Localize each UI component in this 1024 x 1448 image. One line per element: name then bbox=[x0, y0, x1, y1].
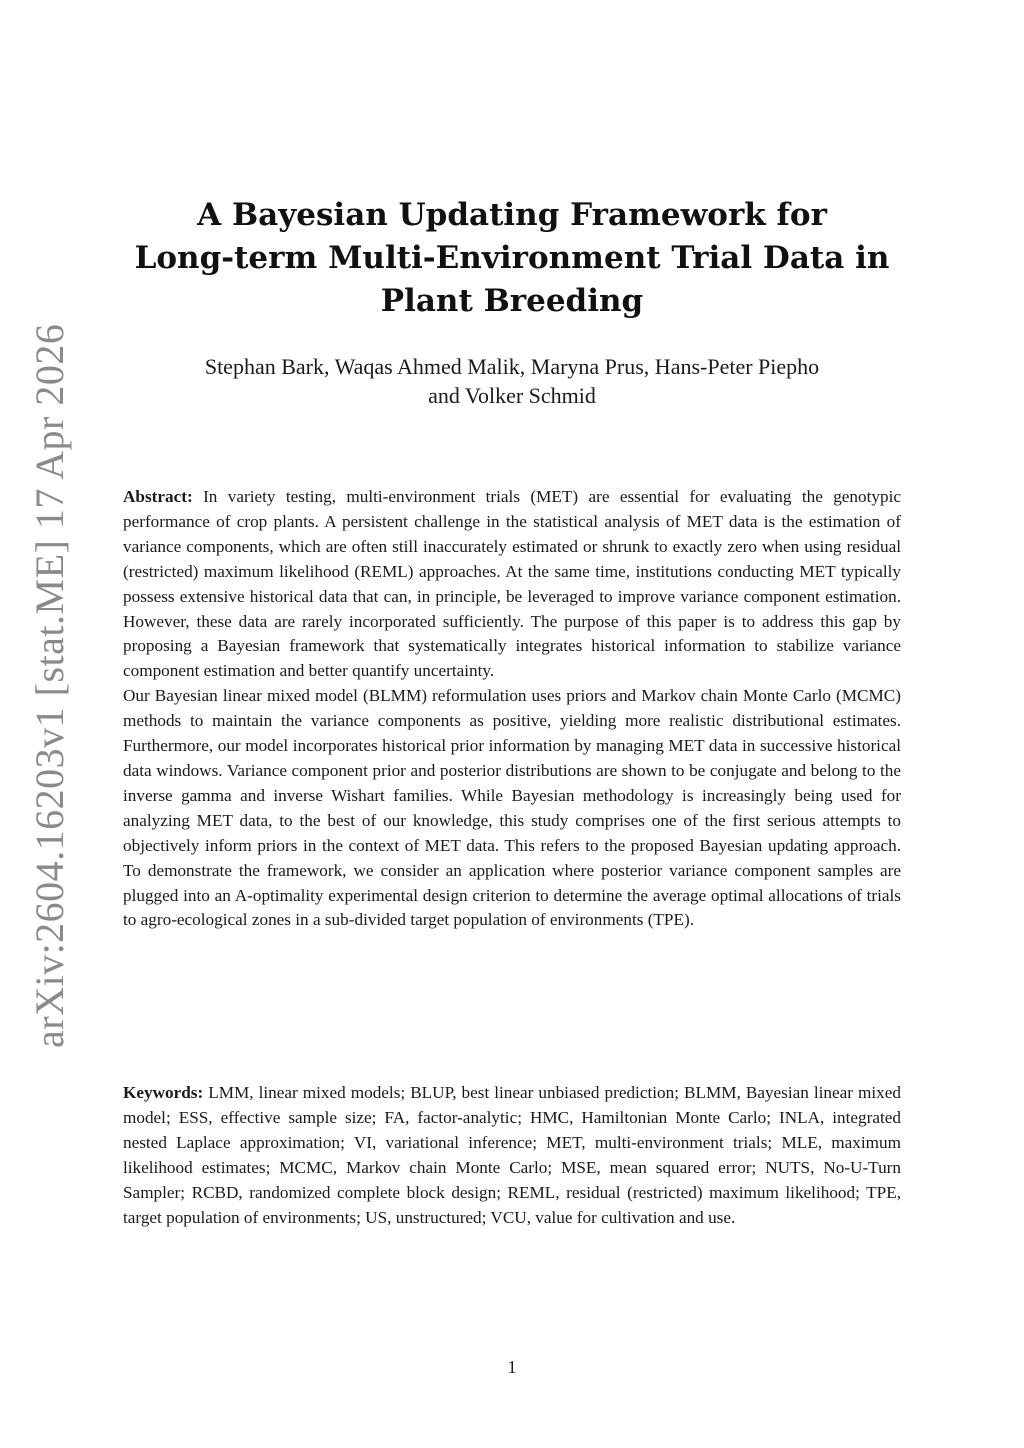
keywords-label: Keywords: bbox=[123, 1083, 204, 1102]
abstract-section bbox=[123, 485, 901, 933]
abstract-paragraph-2: Our Bayesian linear mixed model (BLMM) reformulation uses priors and Markov chain Monte Carlo (MCMC) methods to maintain the variance components as positive, yielding more realistic distributional estimates. Furthermore, our model incorporates historical prior information by managing MET data in successive historical data windows. Variance component prior and posterior distributions are shown to be conjugate and belong to the inverse gamma and inverse Wishart families. While Bayesian methodology is increasingly being used for analyzing MET data, to the best of our knowledge, this study comprises one of the first serious attempts to objectively inform priors in the context of MET data. This refers to the proposed Bayesian updating approach. To demonstrate the framework, we consider an application where posterior variance component samples are plugged into an A-optimality experimental design criterion to determine the average optimal allocations of trials to agro-ecological zones in a sub-divided target population of environments (TPE). bbox=[123, 686, 901, 930]
keywords-section bbox=[123, 1081, 901, 1230]
author-list bbox=[100, 352, 924, 410]
abstract-paragraph-1 bbox=[123, 485, 901, 684]
abstract-label: Abstract: bbox=[123, 487, 193, 506]
page-number: 1 bbox=[507, 1357, 517, 1377]
abstract-text-1: In variety testing, multi-environment trials (MET) are essential for evaluating the genotypic performance of crop plants. A persistent challenge in the statistical analysis of MET data is the estimation of variance components, which are often still inaccurately estimated or shrunk to exactly zero when using residual (restricted) maximum likelihood (REML) approaches. At the same time, institutions conducting MET typically possess extensive historical data that can, in principle, be leveraged to improve variance component estimation. However, these data are rarely incorporated sufficiently. The purpose of this paper is to address this gap by proposing a Bayesian framework that systematically integrates historical information to stabilize variance component estimation and better quantify uncertainty. bbox=[123, 487, 901, 681]
author-line-2: and Volker Schmid bbox=[428, 383, 596, 408]
author-line-1: Stephan Bark, Waqas Ahmed Malik, Maryna Prus, Hans-Peter Piepho bbox=[204, 354, 820, 379]
keywords-text: LMM, linear mixed models; BLUP, best linear unbiased prediction; BLMM, Bayesian linear mixed model; ESS, effective sample size; FA, factor-analytic; HMC, Hamiltonian Monte Carlo; INLA, integrated nested Laplace approximation; VI, variational inference; MET, multi-environment trials; MLE, maximum likelihood estimates; MCMC, Markov chain Monte Carlo; MSE, mean squared error; NUTS, No-U-Turn Sampler; RCBD, randomized complete block design; REML, residual (restricted) maximum likelihood; TPE, target population of environments; US, unstructured; VCU, value for cultivation and use. bbox=[123, 1083, 901, 1227]
title-line-2: Long-term Multi-Environment Trial Data in bbox=[134, 240, 890, 276]
arxiv-identifier-stamp: arXiv:2604.16203v1 [stat.ME] 17 Apr 2026 bbox=[27, 323, 72, 1048]
title-line-3: Plant Breeding bbox=[380, 283, 644, 319]
title-line-1: A Bayesian Updating Framework for bbox=[197, 197, 827, 233]
paper-title bbox=[100, 194, 924, 323]
